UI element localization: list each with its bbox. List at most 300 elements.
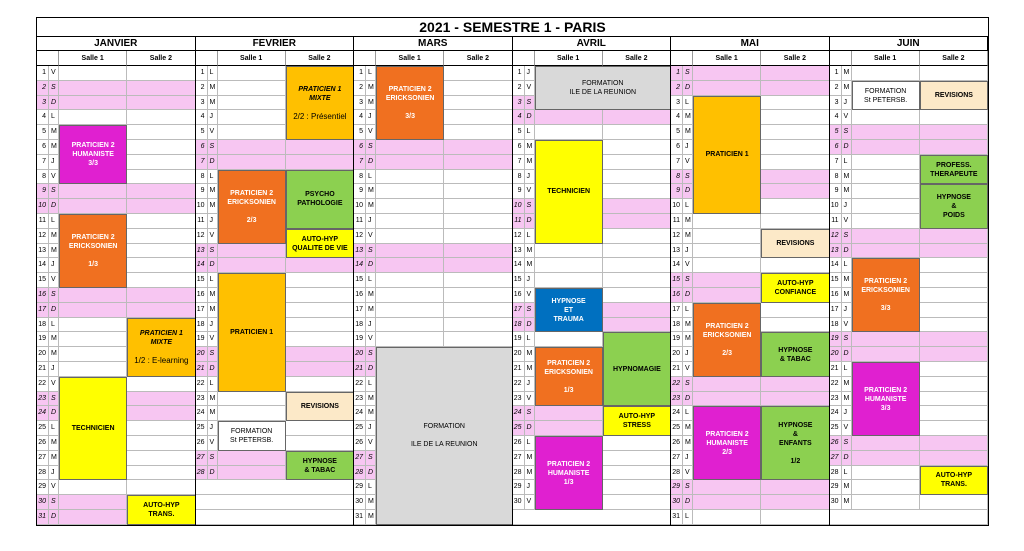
salle-2-cell[interactable] <box>920 229 988 244</box>
salle-1-cell[interactable] <box>218 451 286 466</box>
salle-2-cell[interactable] <box>127 377 195 392</box>
salle-1-cell[interactable] <box>852 170 920 185</box>
event-block[interactable] <box>59 214 127 288</box>
salle-1-cell[interactable] <box>218 140 286 155</box>
day-letter: V <box>208 125 218 140</box>
event-line: FORMATION <box>582 80 624 88</box>
salle-1-cell[interactable] <box>376 199 444 214</box>
salle-2-cell[interactable] <box>920 421 988 436</box>
day-number: 23 <box>830 392 842 407</box>
event-line: & <box>951 203 957 211</box>
page-title: 2021 - SEMESTRE 1 - PARIS <box>37 18 988 37</box>
salle-2-cell[interactable] <box>127 155 195 170</box>
salle-2-cell[interactable] <box>761 125 829 140</box>
salle-1-cell[interactable] <box>852 495 920 510</box>
day-number: 30 <box>37 495 49 510</box>
event-block[interactable] <box>127 495 195 525</box>
salle-2-cell[interactable] <box>603 155 671 170</box>
event-block[interactable] <box>920 466 988 496</box>
salle-1-cell[interactable] <box>376 184 444 199</box>
salle-2-cell[interactable] <box>920 258 988 273</box>
salle-1-cell[interactable] <box>218 258 286 273</box>
salle-1-cell[interactable] <box>218 406 286 421</box>
salle-2-cell[interactable] <box>444 81 512 96</box>
salle-1-cell[interactable] <box>218 81 286 96</box>
salle-2-cell[interactable] <box>127 421 195 436</box>
day-letter: L <box>842 258 852 273</box>
day-number: 10 <box>830 199 842 214</box>
day-letter: D <box>208 155 218 170</box>
salle-1-cell[interactable] <box>693 214 761 229</box>
salle-1-cell[interactable] <box>59 96 127 111</box>
event-block[interactable] <box>218 170 286 244</box>
salle-2-cell[interactable] <box>920 332 988 347</box>
salle-2-cell[interactable] <box>920 392 988 407</box>
salle-2-cell[interactable] <box>603 244 671 259</box>
day-number: 19 <box>354 332 366 347</box>
event-block[interactable] <box>693 406 761 480</box>
salle-1-cell[interactable] <box>693 229 761 244</box>
salle-1-cell[interactable] <box>376 140 444 155</box>
salle-2-cell[interactable] <box>603 303 671 318</box>
event-block[interactable] <box>920 81 988 111</box>
salle-1-cell[interactable] <box>59 303 127 318</box>
salle-2-cell[interactable] <box>920 273 988 288</box>
salle-2-cell[interactable] <box>444 125 512 140</box>
salle-1-cell[interactable] <box>852 466 920 481</box>
salle-1-cell[interactable] <box>59 480 127 495</box>
salle-2-cell[interactable] <box>603 199 671 214</box>
salle-2-cell[interactable] <box>603 125 671 140</box>
salle-1-cell[interactable] <box>59 495 127 510</box>
salle-1-cell[interactable] <box>852 229 920 244</box>
salle-2-cell[interactable] <box>127 96 195 111</box>
salle-2-cell[interactable] <box>444 332 512 347</box>
salle-2-cell[interactable] <box>603 110 671 125</box>
salle-2-cell[interactable] <box>127 392 195 407</box>
event-block[interactable] <box>920 155 988 185</box>
salle-2-cell[interactable] <box>127 451 195 466</box>
salle-2-cell[interactable] <box>286 362 354 377</box>
salle-header-blank <box>37 51 59 66</box>
salle-2-cell[interactable] <box>920 406 988 421</box>
event-line: HUMANISTE <box>706 439 748 447</box>
salle-2-cell[interactable] <box>127 125 195 140</box>
salle-1-cell[interactable] <box>59 318 127 333</box>
event-block[interactable] <box>761 273 829 303</box>
salle-1-cell[interactable] <box>376 258 444 273</box>
day-number: 27 <box>196 451 208 466</box>
day-letter: V <box>366 229 376 244</box>
day-letter: V <box>49 377 59 392</box>
salle-2-cell[interactable] <box>286 332 354 347</box>
salle-1-cell[interactable] <box>852 125 920 140</box>
event-block[interactable] <box>761 332 829 376</box>
salle-2-cell[interactable] <box>603 288 671 303</box>
event-block[interactable] <box>603 332 671 406</box>
salle-1-cell[interactable] <box>59 510 127 525</box>
event-block[interactable] <box>127 318 195 377</box>
salle-1-cell[interactable] <box>376 155 444 170</box>
salle-1-cell[interactable] <box>852 110 920 125</box>
salle-2-cell[interactable] <box>761 214 829 229</box>
salle-2-cell[interactable] <box>286 377 354 392</box>
salle-1-cell[interactable] <box>376 318 444 333</box>
salle-2-cell[interactable] <box>920 436 988 451</box>
salle-2-cell[interactable] <box>761 81 829 96</box>
salle-1-cell[interactable] <box>218 466 286 481</box>
day-letter: J <box>525 480 535 495</box>
event-line: PROFESS. <box>936 161 972 169</box>
day-letter: D <box>208 258 218 273</box>
day-letter: S <box>683 273 693 288</box>
event-block[interactable] <box>376 66 444 140</box>
salle-2-cell[interactable] <box>444 288 512 303</box>
event-block[interactable] <box>852 81 920 111</box>
salle-2-cell[interactable] <box>127 199 195 214</box>
salle-2-cell[interactable] <box>761 184 829 199</box>
day-letter: D <box>49 303 59 318</box>
salle-2-cell[interactable] <box>444 303 512 318</box>
event-block[interactable] <box>286 170 354 229</box>
event-block[interactable] <box>761 229 829 259</box>
salle-2-cell[interactable] <box>127 184 195 199</box>
day-letter: D <box>366 466 376 481</box>
salle-1-cell[interactable] <box>693 288 761 303</box>
day-letter: L <box>208 273 218 288</box>
day-number: 22 <box>37 377 49 392</box>
salle-1-cell[interactable] <box>218 155 286 170</box>
month-header: FEVRIER <box>196 36 355 51</box>
event-block[interactable] <box>59 377 127 481</box>
salle-2-cell[interactable] <box>127 273 195 288</box>
event-line: HYPNOMAGIE <box>612 365 661 373</box>
salle-1-header: Salle 1 <box>218 51 286 66</box>
salle-1-cell[interactable] <box>693 392 761 407</box>
salle-2-cell[interactable] <box>920 451 988 466</box>
salle-2-cell[interactable] <box>127 229 195 244</box>
day-letter: L <box>366 170 376 185</box>
event-block[interactable] <box>761 406 829 480</box>
salle-1-cell[interactable] <box>693 510 761 525</box>
day-letter: M <box>208 392 218 407</box>
salle-2-cell[interactable] <box>127 140 195 155</box>
salle-1-cell[interactable] <box>59 199 127 214</box>
salle-2-cell[interactable] <box>127 66 195 81</box>
salle-2-cell[interactable] <box>127 436 195 451</box>
salle-2-cell[interactable] <box>127 170 195 185</box>
salle-2-cell[interactable] <box>761 495 829 510</box>
month-header: AVRIL <box>513 36 672 51</box>
salle-1-cell[interactable] <box>852 244 920 259</box>
salle-2-cell[interactable] <box>127 214 195 229</box>
salle-1-cell[interactable] <box>59 184 127 199</box>
salle-1-cell[interactable] <box>59 362 127 377</box>
salle-1-cell[interactable] <box>535 332 603 347</box>
event-block[interactable] <box>535 347 603 406</box>
salle-1-cell[interactable] <box>535 258 603 273</box>
day-number: 7 <box>37 155 49 170</box>
event-line: 2/3 <box>246 216 257 224</box>
salle-2-cell[interactable] <box>761 258 829 273</box>
salle-2-cell[interactable] <box>444 244 512 259</box>
salle-2-cell[interactable] <box>761 392 829 407</box>
event-block[interactable] <box>693 96 761 214</box>
event-block[interactable] <box>852 362 920 436</box>
day-letter: S <box>525 199 535 214</box>
day-letter: J <box>208 110 218 125</box>
salle-1-cell[interactable] <box>693 377 761 392</box>
salle-1-cell[interactable] <box>852 451 920 466</box>
salle-2-cell[interactable] <box>920 303 988 318</box>
salle-1-cell[interactable] <box>852 140 920 155</box>
day-number: 17 <box>671 303 683 318</box>
event-line: PATHOLOGIE <box>297 200 343 208</box>
day-letter: J <box>525 377 535 392</box>
salle-1-cell[interactable] <box>535 125 603 140</box>
salle-2-cell[interactable] <box>444 184 512 199</box>
salle-1-cell[interactable] <box>59 332 127 347</box>
salle-2-cell[interactable] <box>920 495 988 510</box>
salle-1-cell[interactable] <box>852 347 920 362</box>
salle-2-cell[interactable] <box>920 362 988 377</box>
salle-2-cell[interactable] <box>920 318 988 333</box>
salle-2-cell[interactable] <box>444 214 512 229</box>
day-letter: M <box>842 170 852 185</box>
salle-1-cell[interactable] <box>59 66 127 81</box>
salle-2-cell[interactable] <box>444 110 512 125</box>
day-letter: J <box>683 244 693 259</box>
salle-2-cell[interactable] <box>761 303 829 318</box>
salle-2-cell[interactable] <box>127 110 195 125</box>
salle-1-cell[interactable] <box>376 332 444 347</box>
salle-2-cell[interactable] <box>603 318 671 333</box>
salle-2-cell[interactable] <box>444 155 512 170</box>
salle-1-cell[interactable] <box>218 125 286 140</box>
salle-2-cell[interactable] <box>761 480 829 495</box>
day-number: 16 <box>513 288 525 303</box>
salle-1-cell[interactable] <box>218 96 286 111</box>
salle-2-cell[interactable] <box>761 199 829 214</box>
event-block[interactable] <box>286 229 354 259</box>
salle-1-cell[interactable] <box>852 199 920 214</box>
salle-2-cell[interactable] <box>603 214 671 229</box>
salle-2-cell[interactable] <box>444 66 512 81</box>
salle-header-blank <box>671 51 693 66</box>
salle-2-cell[interactable] <box>444 96 512 111</box>
salle-1-cell[interactable] <box>852 184 920 199</box>
salle-1-cell[interactable] <box>693 66 761 81</box>
salle-2-cell[interactable] <box>286 155 354 170</box>
event-block[interactable] <box>286 66 354 140</box>
salle-2-cell[interactable] <box>286 347 354 362</box>
salle-1-cell[interactable] <box>852 155 920 170</box>
salle-1-cell[interactable] <box>693 258 761 273</box>
salle-2-cell[interactable] <box>444 229 512 244</box>
day-letter: D <box>683 184 693 199</box>
salle-2-cell[interactable] <box>920 125 988 140</box>
day-number: 19 <box>513 332 525 347</box>
event-block[interactable] <box>852 258 920 332</box>
salle-2-cell[interactable] <box>603 184 671 199</box>
salle-1-cell[interactable] <box>693 81 761 96</box>
event-block[interactable] <box>286 451 354 481</box>
day-number: 1 <box>37 66 49 81</box>
salle-1-cell[interactable] <box>376 303 444 318</box>
salle-1-cell[interactable] <box>693 244 761 259</box>
day-letter: S <box>683 480 693 495</box>
day-number: 3 <box>513 96 525 111</box>
event-block[interactable] <box>376 347 513 525</box>
salle-2-cell[interactable] <box>444 170 512 185</box>
salle-2-cell[interactable] <box>286 273 354 288</box>
salle-2-cell[interactable] <box>286 288 354 303</box>
salle-2-cell[interactable] <box>603 451 671 466</box>
salle-2-cell[interactable] <box>286 421 354 436</box>
salle-2-cell[interactable] <box>603 480 671 495</box>
day-number: 9 <box>354 184 366 199</box>
salle-2-cell[interactable] <box>127 288 195 303</box>
salle-2-cell[interactable] <box>920 140 988 155</box>
salle-1-cell[interactable] <box>376 170 444 185</box>
salle-2-cell[interactable] <box>127 466 195 481</box>
salle-2-cell[interactable] <box>603 436 671 451</box>
salle-1-cell[interactable] <box>218 110 286 125</box>
salle-1-cell[interactable] <box>376 273 444 288</box>
salle-1-cell[interactable] <box>852 480 920 495</box>
salle-2-cell[interactable] <box>127 480 195 495</box>
day-number: 11 <box>196 214 208 229</box>
event-block[interactable] <box>59 125 127 184</box>
salle-2-cell[interactable] <box>920 347 988 362</box>
salle-2-cell[interactable] <box>761 377 829 392</box>
salle-2-cell[interactable] <box>761 140 829 155</box>
event-block[interactable] <box>535 66 672 110</box>
salle-2-cell[interactable] <box>920 377 988 392</box>
event-block[interactable] <box>218 273 286 391</box>
salle-2-cell[interactable] <box>603 273 671 288</box>
salle-2-cell[interactable] <box>761 170 829 185</box>
salle-1-cell[interactable] <box>376 288 444 303</box>
salle-2-cell[interactable] <box>444 199 512 214</box>
day-number: 14 <box>513 258 525 273</box>
day-number: 9 <box>37 184 49 199</box>
salle-2-cell[interactable] <box>127 303 195 318</box>
event-block[interactable] <box>920 184 988 228</box>
event-block[interactable] <box>693 303 761 377</box>
salle-1-cell[interactable] <box>852 66 920 81</box>
day-letter: V <box>842 318 852 333</box>
month-header-row <box>37 36 988 51</box>
salle-2-cell[interactable] <box>286 303 354 318</box>
day-letter: M <box>208 199 218 214</box>
salle-2-cell[interactable] <box>444 258 512 273</box>
salle-2-cell[interactable] <box>761 96 829 111</box>
salle-1-cell[interactable] <box>218 244 286 259</box>
event-line: THERAPEUTE <box>930 170 978 178</box>
salle-2-cell[interactable] <box>444 273 512 288</box>
event-block[interactable] <box>535 288 603 332</box>
salle-1-cell[interactable] <box>535 406 603 421</box>
salle-2-cell[interactable] <box>127 244 195 259</box>
day-number: 12 <box>354 229 366 244</box>
day-letter: J <box>366 421 376 436</box>
salle-1-cell[interactable] <box>376 244 444 259</box>
salle-1-cell[interactable] <box>218 66 286 81</box>
salle-2-cell[interactable] <box>761 155 829 170</box>
salle-1-cell[interactable] <box>535 273 603 288</box>
day-number: 22 <box>513 377 525 392</box>
salle-1-cell[interactable] <box>376 214 444 229</box>
salle-1-cell[interactable] <box>535 421 603 436</box>
salle-1-cell[interactable] <box>693 480 761 495</box>
salle-2-cell[interactable] <box>286 318 354 333</box>
salle-2-cell[interactable] <box>444 318 512 333</box>
salle-2-cell[interactable] <box>603 229 671 244</box>
salle-1-cell[interactable] <box>535 110 603 125</box>
day-letter: L <box>208 170 218 185</box>
event-block[interactable] <box>535 436 603 510</box>
salle-2-cell[interactable] <box>127 258 195 273</box>
salle-2-cell[interactable] <box>603 495 671 510</box>
salle-2-cell[interactable] <box>286 436 354 451</box>
salle-2-cell[interactable] <box>603 140 671 155</box>
salle-1-cell[interactable] <box>693 495 761 510</box>
event-block[interactable] <box>603 406 671 436</box>
salle-2-cell[interactable] <box>920 288 988 303</box>
salle-2-cell[interactable] <box>603 170 671 185</box>
event-line: STRESS <box>622 422 651 430</box>
day-letter: D <box>208 466 218 481</box>
salle-2-cell[interactable] <box>761 110 829 125</box>
salle-2-cell[interactable] <box>127 81 195 96</box>
month-separator <box>512 36 513 526</box>
salle-1-cell[interactable] <box>852 214 920 229</box>
salle-1-cell[interactable] <box>59 81 127 96</box>
salle-2-cell[interactable] <box>603 258 671 273</box>
day-letter: M <box>366 303 376 318</box>
salle-2-cell[interactable] <box>603 466 671 481</box>
event-block[interactable] <box>286 392 354 422</box>
event-line: HUMANISTE <box>547 469 590 477</box>
salle-1-cell[interactable] <box>218 392 286 407</box>
salle-2-cell[interactable] <box>761 66 829 81</box>
salle-2-cell[interactable] <box>286 140 354 155</box>
salle-2-header: Salle 2 <box>761 51 829 66</box>
salle-1-cell[interactable] <box>376 229 444 244</box>
salle-1-cell[interactable] <box>852 332 920 347</box>
salle-1-cell[interactable] <box>535 244 603 259</box>
event-block[interactable] <box>535 140 603 244</box>
salle-2-cell[interactable] <box>920 66 988 81</box>
day-letter: L <box>683 96 693 111</box>
salle-2-cell[interactable] <box>286 258 354 273</box>
day-letter: V <box>208 229 218 244</box>
salle-2-cell[interactable] <box>761 318 829 333</box>
salle-1-cell[interactable] <box>59 347 127 362</box>
event-block[interactable] <box>218 421 286 451</box>
salle-2-cell[interactable] <box>920 244 988 259</box>
salle-2-cell[interactable] <box>444 140 512 155</box>
day-letter: J <box>842 96 852 111</box>
salle-1-cell[interactable] <box>693 273 761 288</box>
salle-1-cell[interactable] <box>59 288 127 303</box>
salle-2-cell[interactable] <box>127 406 195 421</box>
salle-1-cell[interactable] <box>59 110 127 125</box>
salle-2-cell[interactable] <box>761 510 829 525</box>
salle-1-cell[interactable] <box>852 436 920 451</box>
salle-2-cell[interactable] <box>920 110 988 125</box>
